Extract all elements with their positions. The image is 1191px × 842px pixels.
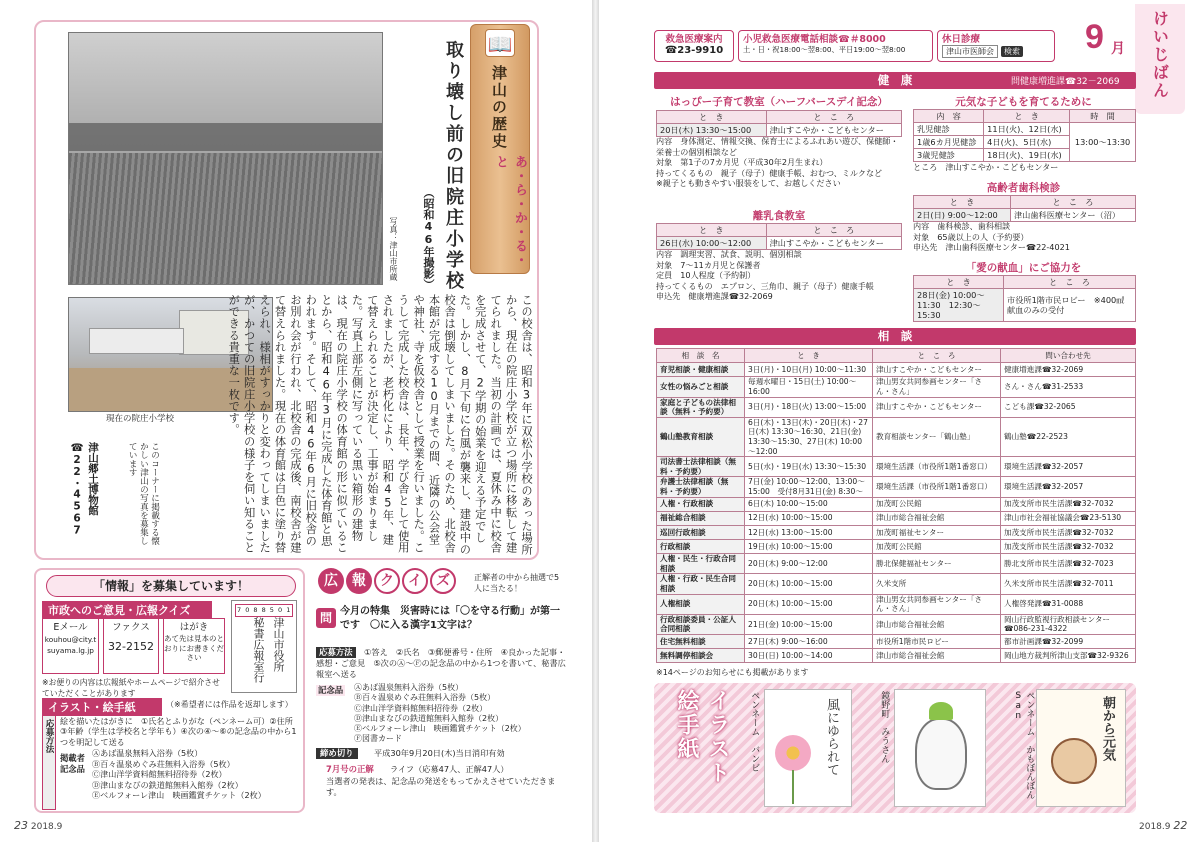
- issue-date: 2018.9: [30, 822, 63, 832]
- side-title-tab: [1135, 4, 1185, 114]
- illust-artwork-2: [894, 689, 986, 807]
- consult-when: 20日(木) 9:00～12:00: [745, 554, 873, 574]
- detail-line: 対象 65歳以上の人（予約要）: [913, 231, 1029, 242]
- consult-name: 人権・行政・民生合同相談: [657, 574, 745, 594]
- consult-contact: 加茂支所市民生活課☎32-7032: [1001, 497, 1136, 511]
- holiday-box: [937, 30, 1055, 62]
- emergency-tel: ☎23-9910: [664, 45, 724, 56]
- consult-where: 市役所1階市民ロビー: [873, 635, 1001, 649]
- series-subtitle-char: ら: [512, 183, 527, 197]
- consult-name: 行政相談委員・公証人合同相談: [657, 614, 745, 634]
- elder-details: [913, 221, 1138, 253]
- consult-contact: さん・さん☎31-2533: [1001, 377, 1136, 397]
- flower-icon: [775, 735, 811, 771]
- article-subtitle: （昭和46年撮影）: [422, 187, 435, 290]
- postcard-sample: [231, 600, 297, 693]
- genki-table: [913, 109, 1136, 162]
- quiz-prize-item: Ⓔベルフォーレ津山 映画鑑賞チケット（2枚）: [354, 724, 526, 734]
- child-emergency-box: [738, 30, 933, 62]
- child-emergency-hours: 土・日・祝18:00～翌8:00、平日19:00～翌8:00: [743, 45, 906, 54]
- consult-when: 6日(木)・13日(木)・20日(木)・27日(木) 13:30～16:30、21日(金) 13:30～15:30、27日(木) 10:00～12:00: [745, 417, 873, 456]
- illust-artwork-1: [764, 689, 852, 807]
- series-subtitle-char: ・: [512, 225, 527, 239]
- consult-when: 21日(金) 10:00～15:00: [745, 614, 873, 634]
- consult-contact: こども課☎32-2065: [1001, 397, 1136, 417]
- detail-line: 内容 歯科検診、歯科相談: [913, 221, 1011, 231]
- elder-when: 2日(日) 9:00～12:00: [914, 209, 1011, 222]
- illust-credit-1: ペンネーム バンビ: [749, 691, 760, 772]
- detail-line: 対象 7～11カ月児と保護者: [656, 259, 761, 270]
- quiz-title-char: ク: [374, 568, 400, 594]
- consult-name: 人権・行政相談: [657, 497, 745, 511]
- blood-when: 28日(金) 10:00～11:30 12:30～15:30: [914, 289, 1004, 322]
- consult-row: [657, 614, 1136, 634]
- email-address[interactable]: kouhou@city.tsuyama.lg.jp: [44, 635, 97, 656]
- elder-where: 津山歯科医療センター（沼）: [1010, 209, 1135, 222]
- col-when: と き: [657, 224, 767, 237]
- series-subtitle-char: あ: [512, 155, 527, 169]
- consult-when: 30日(日) 10:00～14:00: [745, 649, 873, 663]
- right-page-number: [1139, 819, 1187, 832]
- fax-label: ファクス: [112, 622, 150, 633]
- consult-when: 3日(月)・18日(火) 13:00～15:00: [745, 397, 873, 417]
- consult-row: [657, 594, 1136, 614]
- deadline-label: 締め切り: [316, 748, 358, 759]
- quiz-prize-label: 記念品: [318, 685, 344, 695]
- page-number: 23: [14, 819, 28, 832]
- consult-where: 勝北保健福祉センター: [873, 554, 1001, 574]
- illust-title-wrap: [662, 689, 742, 807]
- consult-row: [657, 477, 1136, 497]
- consult-row: [657, 377, 1136, 397]
- page-number: 22: [1173, 819, 1188, 832]
- consult-row: [657, 525, 1136, 539]
- gutter: [592, 0, 599, 842]
- consult-col-when: と き: [745, 349, 873, 363]
- happy-class-table: [656, 110, 902, 137]
- consult-name: 育児相談・健康相談: [657, 363, 745, 377]
- blood-title: 「愛の献血」にご協力を: [965, 262, 1082, 274]
- illust-credit-2: 鏡野町 みうさん: [879, 691, 890, 763]
- consult-where: 津山男女共同参画センター「さん・さん」: [873, 377, 1001, 397]
- photo-call-note: このコーナーに掲載する懐かしい津山の写真を募集しています: [127, 442, 160, 546]
- email-label: Eメール: [53, 622, 88, 633]
- series-subtitle-char: る: [512, 239, 527, 253]
- consult-where: 環境生活課（市役所1階1番窓口）: [873, 477, 1001, 497]
- postcard-note: あて先は見本のとおりにお書きください: [164, 634, 224, 662]
- consult-when: 6日(木) 10:00～15:00: [745, 497, 873, 511]
- weaning-where: 津山すこやか・こどもセンター: [766, 237, 901, 250]
- quiz-apply-label: 応募方法: [316, 647, 356, 658]
- illust-heading: イラスト・絵手紙: [42, 698, 162, 716]
- museum-tel: ☎22・4567: [71, 442, 83, 537]
- consult-name: 家庭と子どもの法律相談（無料・予約要）: [657, 397, 745, 417]
- consult-where: 津山すこやか・こどもセンター: [873, 397, 1001, 417]
- series-subtitle-char: ・: [512, 253, 527, 267]
- detail-line: 持ってくるもの 親子（母子）健康手帳、おむつ、ミルクなど: [656, 167, 883, 178]
- consult-name: 弁護士法律相談（無料・予約要）: [657, 477, 745, 497]
- series-subtitle-char: と: [493, 155, 508, 169]
- last-answer-label: 7月号の正解: [326, 764, 374, 774]
- consult-name: 住宅無料相談: [657, 635, 745, 649]
- consult-where: 加茂町公民館: [873, 540, 1001, 554]
- consult-when: 毎週水曜日・15日(土) 10:00～16:00: [745, 377, 873, 397]
- elder-table: [913, 195, 1136, 222]
- consult-row: [657, 457, 1136, 477]
- old-school-photo: [68, 32, 383, 285]
- consult-contact: 津山市社会福祉協議会☎23-5130: [1001, 511, 1136, 525]
- consult-where: 加茂町公民館: [873, 497, 1001, 511]
- consult-name: 人権・民生・行政合同相談: [657, 554, 745, 574]
- series-plaque: [470, 24, 530, 274]
- last-answer-value: ライフ（応募47人、正解47人）: [390, 764, 509, 774]
- detail-line: ※親子とも動きやすい服装をして、お越しください: [656, 178, 841, 188]
- consult-when: 20日(木) 10:00～15:00: [745, 594, 873, 614]
- email-card: [42, 618, 99, 674]
- consult-col-where: と こ ろ: [873, 349, 1001, 363]
- col-where: と こ ろ: [1010, 196, 1135, 209]
- consult-name: 福祉総合相談: [657, 511, 745, 525]
- consult-row: [657, 497, 1136, 511]
- consult-row: [657, 649, 1136, 663]
- quiz-prize-item: Ⓕ図書カード: [354, 734, 402, 744]
- consult-row: [657, 511, 1136, 525]
- prize-item: Ⓒ津山洋学資料館無料招待券（2枚）: [92, 769, 227, 779]
- child-emergency-label: 小児救急医療電話相談☎＃8000: [743, 34, 886, 45]
- weaning-title: 離乳食教室: [752, 210, 806, 222]
- consult-table: [656, 348, 1136, 663]
- consult-where: 津山市総合福祉会館: [873, 614, 1001, 634]
- consult-row: [657, 540, 1136, 554]
- consult-name: 人権相談: [657, 594, 745, 614]
- genki-item: 3歳児健診: [914, 149, 984, 162]
- weaning-details: [656, 249, 906, 302]
- opinion-heading: 市政へのご意見・広報クイズ: [42, 601, 212, 619]
- prize-item: Ⓑ百々温泉めぐみ荘無料入浴券（5枚）: [92, 758, 235, 769]
- apply-text: 絵を描いたはがきに ①氏名とふりがな（ペンネーム可）②住所 ③年齢（学生は学校名と学年も）④次の④～⑥の記念品の中から1つを明記して送る: [60, 716, 301, 747]
- genki-date: 4日(火)、5日(水): [984, 136, 1070, 149]
- consult-contact: 人権啓発課☎31-0088: [1001, 594, 1136, 614]
- quiz-prize-item: Ⓑ百々温泉めぐみ荘無料入浴券（5枚）: [354, 693, 496, 703]
- quiz-title-char: イ: [402, 568, 428, 594]
- genki-time: 13:00～13:30: [1070, 123, 1136, 162]
- series-title: 津山の歴史: [490, 65, 508, 150]
- quiz-title-char: 広: [318, 568, 344, 594]
- consult-contact: 岡山行政監視行政相談センター☎086-231-4322: [1001, 614, 1136, 634]
- article-body: この校舎は、昭和3年に双松小学校のあった場所から、現在の院庄小学校が立つ場所に移転して建てられました。当初の計画では、夏休み中に校舎を完成させて、2学期の始業を迎える予定でした。しかし、8月下旬に台風が襲来し、建設中の校舎は倒壊してしまいました。そのため、北校舎本館が完成する10月までの間、近隣の公会堂や神社、寺を仮校舎として授業を行いました。こうして完成した校舎は、長年、学び舎として使用されましたが、老朽化により、昭和45年、建て替えられることが決定し、工事が始まりました。写真上部左側に写っている黒い箱形の建物は、現在の院庄小学校の体育館の形に似ていることから、昭和46年3月に完成した体育館と思われます。そして、昭和46年6月に旧校舎のお別れ会が行われ、北校舎の完成後、南校舎が建て替えられました。現在の体育館は白色に塗り替えられ、様相がすっかりと変わってしまいましたが、かつての旧院庄小学校の様子を伺い知ることができる貴重な一枚です。: [227, 294, 533, 556]
- detail-line: 内容 身体測定、情報交換、保育士によるふれあい遊び、保健師・栄養士の個別相談など: [656, 136, 899, 157]
- issue-date: 2018.9: [1139, 822, 1171, 832]
- consult-row: [657, 635, 1136, 649]
- health-contact: 問健康増進課☎32－2069: [1011, 77, 1120, 87]
- consult-where: 津山市総合福祉会館: [873, 511, 1001, 525]
- illust-return-note: （※希望者には作品を返却します）: [166, 700, 293, 709]
- col-when: と き: [914, 196, 1011, 209]
- prize-list: [92, 748, 302, 801]
- detail-line: 定員 10人程度（予約制）: [656, 270, 756, 280]
- blood-where: 市役所1階市民ロビー ※400㎖献血のみの受付: [1004, 289, 1136, 322]
- consult-name: 司法書士法律相談（無料・予約要）: [657, 457, 745, 477]
- postcard-label: はがき: [179, 622, 209, 633]
- col-time: 時 間: [1070, 110, 1136, 123]
- quiz-section: [312, 568, 567, 813]
- fax-number: 32-2152: [108, 640, 154, 653]
- consult-col-contact: 問い合わせ先: [1001, 349, 1136, 363]
- apply-label-box: [42, 715, 56, 810]
- consult-name: 鶴山塾教育相談: [657, 417, 745, 456]
- quiz-prize-item: Ⓐあば温泉無料入浴券（5枚）: [354, 683, 464, 692]
- genki-date: 11日(火)、12日(水): [984, 123, 1070, 136]
- quiz-prize-list: [354, 683, 566, 745]
- consult-name: 行政相談: [657, 540, 745, 554]
- face-icon: [1051, 738, 1097, 784]
- consult-contact: 健康増進課☎32-2069: [1001, 363, 1136, 377]
- quiz-apply-text: ①答え ②氏名 ③郵便番号・住所 ④良かった記事・感想・ご意見 ⑤次のⒶ～Ⓕの記念品の中から1つを書いて、秘書広報室へ送る: [316, 647, 566, 679]
- consult-where: 教育相談センター「鶴山塾」: [873, 417, 1001, 456]
- consult-contact: 環境生活課☎32-2057: [1001, 457, 1136, 477]
- genki-title: 元気な子どもを育てるために: [955, 96, 1092, 108]
- consult-name: 無料調停相談会: [657, 649, 745, 663]
- article-title: 取り壊し前の旧院庄小学校: [443, 40, 464, 292]
- weaning-table: [656, 223, 902, 250]
- question-text: 今月の特集 災害時には「〇を守る行動」が第一です 〇に入る漢字1文字は？: [340, 606, 560, 631]
- detail-line: 持ってくるもの エプロン、三角巾、親子（母子）健康手帳: [656, 280, 874, 291]
- prize-label: 掲載者記念品: [60, 753, 85, 775]
- consult-contact: 環境生活課☎32-2057: [1001, 477, 1136, 497]
- deadline-value: 平成30年9月20日(木)当日消印有効: [374, 748, 505, 758]
- detail-line: 申込先 健康増進課☎32-2069: [656, 291, 773, 301]
- emergency-label: 救急医療案内: [665, 34, 723, 45]
- consult-bar: [654, 328, 1136, 345]
- consult-where: 津山市総合福祉会館: [873, 649, 1001, 663]
- happy-where: 津山すこやか・こどもセンター: [766, 124, 901, 137]
- illust-gallery: [654, 683, 1136, 813]
- fax-card: [103, 618, 159, 674]
- series-subtitle-char: か: [512, 211, 527, 225]
- month-unit: 月: [1111, 41, 1125, 57]
- col-where: と こ ろ: [766, 224, 901, 237]
- consult-contact: 都市計画課☎32-2099: [1001, 635, 1136, 649]
- consult-contact: 岡山地方裁判所津山支部☎32-9326: [1001, 649, 1136, 663]
- prize-item: Ⓔベルフォーレ津山 映画鑑賞チケット（2枚）: [92, 790, 266, 800]
- quiz-side-note: 正解者の中から抽選で5人に当たる！: [474, 573, 560, 594]
- consult-bar-title: 相 談: [877, 329, 913, 343]
- blood-table: [913, 275, 1136, 322]
- holiday-search-input[interactable]: 津山市医師会: [942, 45, 998, 58]
- holiday-label: 休日診療: [942, 34, 981, 45]
- consult-row: [657, 417, 1136, 456]
- series-subtitle-char: ・: [512, 169, 527, 183]
- consult-where: 津山男女共同参画センター「さん・さん」: [873, 594, 1001, 614]
- consult-when: 20日(木) 10:00～15:00: [745, 574, 873, 594]
- prize-item: Ⓐあば温泉無料入浴券（5枚）: [92, 748, 203, 758]
- right-page: [599, 0, 1191, 842]
- detail-line: 内容 調理実習、試食、説明、個別相談: [656, 249, 802, 259]
- happy-when: 20日(木) 13:30～15:00: [657, 124, 767, 137]
- info-heading: 「情報」を募集しています！: [46, 575, 296, 597]
- question-label: 問: [316, 608, 336, 628]
- illust-credit-3: ペンネーム かもぼんぼんSan: [1013, 691, 1035, 799]
- consult-name: 女性の悩みごと相談: [657, 377, 745, 397]
- consult-where: 久米支所: [873, 574, 1001, 594]
- artwork-3-text: 朝から元気: [1100, 696, 1115, 761]
- health-bar-title: 健 康: [877, 73, 913, 87]
- series-subtitle: [491, 155, 529, 273]
- consult-note: ※14ページのお知らせにも掲載があります: [656, 668, 809, 677]
- series-subtitle-char: ・: [512, 197, 527, 211]
- col-when: と き: [914, 276, 1004, 289]
- consult-when: 3日(月)・10日(月) 10:00～11:30: [745, 363, 873, 377]
- postcard-card: [163, 618, 225, 674]
- search-button[interactable]: 検索: [1001, 46, 1023, 57]
- consult-contact: 勝北支所市民生活課☎32-7023: [1001, 554, 1136, 574]
- consult-when: 12日(水) 10:00～15:00: [745, 511, 873, 525]
- left-page: [0, 0, 592, 842]
- consult-where: 津山すこやか・こどもセンター: [873, 363, 1001, 377]
- postcard-line-1: 津山市役所: [272, 617, 285, 672]
- museum-name: 津山郷土博物館: [87, 442, 99, 516]
- happy-details: [656, 136, 906, 189]
- photo2-caption: 現在の院庄小学校: [106, 414, 175, 424]
- consult-when: 12日(水) 13:00～15:00: [745, 525, 873, 539]
- elder-title: 高齢者歯科検診: [986, 182, 1061, 194]
- consult-when: 5日(水)・19日(水) 13:30～15:30: [745, 457, 873, 477]
- col-where: と こ ろ: [766, 111, 901, 124]
- quiz-title-char: 報: [346, 568, 372, 594]
- apply-label: 応募方法: [44, 719, 54, 753]
- quiz-title-char: ズ: [430, 568, 456, 594]
- col-when: と き: [657, 111, 767, 124]
- col-content: 内 容: [914, 110, 984, 123]
- artwork-1-text: 風にゆられて: [824, 698, 839, 776]
- character-icon: [915, 718, 967, 790]
- quiz-title: [318, 568, 468, 598]
- consult-col-name: 相 談 名: [657, 349, 745, 363]
- open-book-icon: 📖: [485, 29, 515, 57]
- genki-item: 1歳6カ月児健診: [914, 136, 984, 149]
- privacy-note: ※お便りの内容は広報紙やホームページで紹介させていただくことがあります: [42, 678, 220, 699]
- quiz-prize-item: Ⓓ津山まなびの鉄道館無料入館券（2枚）: [354, 713, 504, 723]
- consult-row: [657, 363, 1136, 377]
- photo1-caption: 写真：津山市所蔵: [389, 217, 398, 281]
- emergency-info-box: [654, 30, 734, 62]
- consult-row: [657, 397, 1136, 417]
- left-page-number: [14, 819, 62, 832]
- consult-when: 7日(金) 10:00～12:00、13:00～15:00 受付8月31日(金) 8:30～: [745, 477, 873, 497]
- consult-name: 巡回行政相談: [657, 525, 745, 539]
- col-when: と き: [984, 110, 1070, 123]
- postcard-zip: 7 0 8 8 5 0 1: [235, 604, 293, 617]
- quiz-prize-item: Ⓒ津山洋学資料館無料招待券（2枚）: [354, 703, 488, 713]
- consult-row: [657, 554, 1136, 574]
- consult-row: [657, 574, 1136, 594]
- consult-contact: 久米支所市民生活課☎32-7011: [1001, 574, 1136, 594]
- illust-title: イラスト絵手紙: [674, 689, 730, 785]
- prize-item: Ⓓ津山まなびの鉄道館無料入館券（2枚）: [92, 779, 243, 790]
- consult-contact: 加茂支所市民生活課☎32-7032: [1001, 525, 1136, 539]
- side-title: けいじばん: [1150, 10, 1170, 100]
- history-section: [34, 20, 539, 560]
- illust-artwork-3: [1036, 689, 1126, 807]
- postcard-line-2: 秘書広報室行: [252, 617, 265, 683]
- genki-item: 乳児健診: [914, 123, 984, 136]
- consult-contact: 加茂支所市民生活課☎32-7032: [1001, 540, 1136, 554]
- genki-place: ところ 津山すこやか・こどもセンター: [913, 162, 1059, 172]
- leaf-icon: [929, 702, 953, 720]
- genki-date: 18日(火)、19日(水): [984, 149, 1070, 162]
- weaning-when: 26日(水) 10:00～12:00: [657, 237, 767, 250]
- happy-class-title: はっぴー子育て教室（ハーフバースデイ記念）: [670, 96, 888, 108]
- consult-when: 27日(木) 9:00～16:00: [745, 635, 873, 649]
- info-call-section: [34, 568, 305, 813]
- consult-contact: 鶴山塾☎22-2523: [1001, 417, 1136, 456]
- detail-line: 対象 第1子の7カ月児（平成30年2月生まれ）: [656, 157, 828, 167]
- consult-when: 19日(水) 10:00～15:00: [745, 540, 873, 554]
- winners-note: 当選者の発表は、記念品の発送をもってかえさせていただきます。: [326, 776, 556, 798]
- month-number: 9: [1085, 18, 1104, 56]
- detail-line: 申込先 津山歯科医療センター☎22-4021: [913, 242, 1070, 252]
- consult-where: 加茂町福祉センター: [873, 525, 1001, 539]
- consult-where: 環境生活課（市役所1階1番窓口）: [873, 457, 1001, 477]
- col-where: と こ ろ: [1004, 276, 1136, 289]
